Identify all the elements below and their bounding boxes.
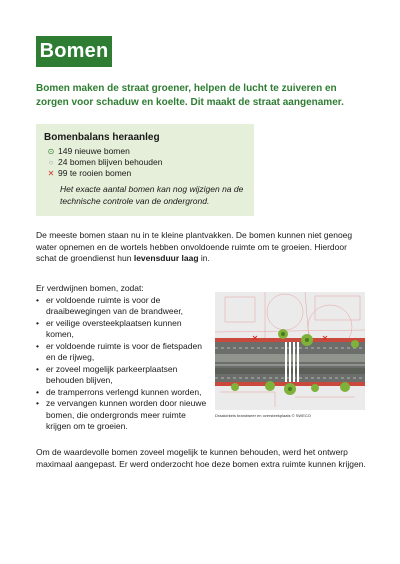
balance-row-new (44, 146, 246, 157)
para1-bold: levensduur laag (133, 253, 199, 263)
tree-balance-panel (36, 124, 254, 216)
para1-tail: in. (198, 253, 210, 263)
reasons-list (36, 295, 211, 433)
list-item: • er voldoende ruimte is voor de fietspaden en de rijweg, (36, 341, 211, 364)
page-title: Bomen (36, 36, 112, 67)
tree-balance-heading: Bomenbalans heraanleg (44, 132, 160, 143)
site-plan-drawing (215, 292, 365, 410)
list-item: • er zoveel mogelijk parkeerplaatsen behouden blijven, (36, 364, 211, 387)
intro-text: Bomen maken de straat groener, helpen de lucht te zuiveren en zorgen voor schaduw en koelte. Dit maakt de straat aangenamer. (36, 83, 344, 108)
reasons-block (36, 283, 211, 433)
map-caption: Draaicirkels brandweer en oversteekplaats © SWECO (215, 413, 311, 418)
balance-note: Het exacte aantal bomen kan nog wijzigen na de technische controle van de ondergrond. (60, 184, 244, 206)
removed-tree-icon: ✕ (47, 169, 55, 178)
balance-row-removed (44, 168, 246, 179)
list-item: • er voldoende ruimte is voor de draaibewegingen van de brandweer, (36, 295, 211, 318)
list-item: • de tramperrons verlengd kunnen worden, (36, 387, 211, 399)
balance-removed-text: 99 te rooien bomen (58, 168, 132, 178)
reasons-lead: Er verdwijnen bomen, zodat: (36, 283, 144, 293)
balance-new-text: 149 nieuwe bomen (58, 146, 130, 156)
para1-text: De meeste bomen staan nu in te kleine plantvakken. De bomen kunnen niet genoeg water opnemen en de wortels hebben onvoldoende ruimte om te groeien. Hierdoor schat de groendienst hun (36, 230, 353, 263)
design-adapted-paragraph: Om de waardevolle bomen zoveel mogelijk te kunnen behouden, werd het ontwerp maximaal aangepast. Er werd onderzocht hoe deze bomen extra ruimte kunnen krijgen. (36, 447, 366, 469)
balance-row-kept (44, 157, 246, 168)
kept-tree-icon: ○ (48, 158, 54, 167)
tree-condition-paragraph (36, 230, 366, 265)
list-item: • ze vervangen kunnen worden door nieuwe bomen, die ondergronds meer ruimte krijgen om te groeien. (36, 398, 211, 433)
balance-kept-text: 24 bomen blijven behouden (58, 157, 163, 167)
list-item: • er veilige oversteekplaatsen kunnen komen, (36, 318, 211, 341)
site-plan-image (215, 292, 365, 410)
new-tree-icon: ⊙ (47, 147, 55, 156)
